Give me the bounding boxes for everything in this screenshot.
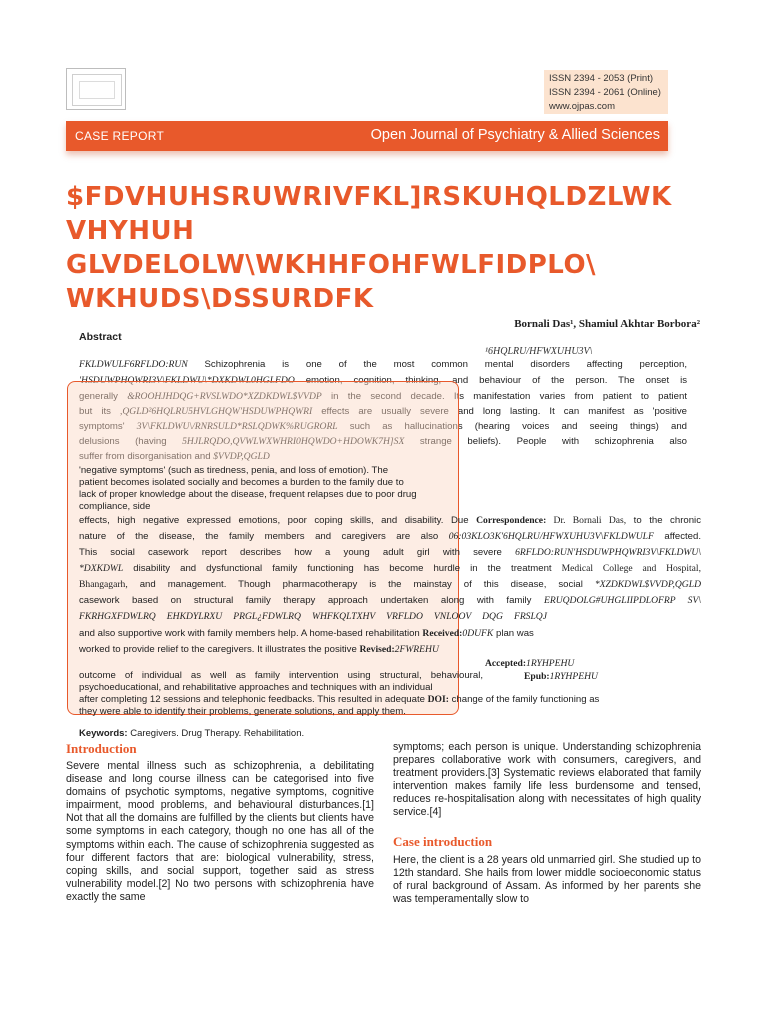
journal-logo	[66, 68, 126, 110]
introduction-text: Severe mental illness such as schizophrenia, a debilitating disease and long course illness can be categorised into five domains of psychotic symptoms, negative symptoms, cognitive impairment, mood problems, and behavioural disturbances.[1] Not that all the domains are fulfilled by the clients but clients have some symptoms in each category, though no one has all of the symptoms within each. The cause of schizophrenia suggested as four different factors that are: biological vulnerability, stress, coping skills, and social support, together said as stress vulnerability model.[2] No two persons with schizophrenia have exactly the same	[66, 760, 374, 903]
abstract-line: generally &ROOHJHDQG+RVSLWDO*XZDKDWL$VVDP in the second decade. Its manifestation varies from patient to patient	[79, 391, 687, 402]
case-introduction-heading: Case introduction	[393, 834, 493, 849]
overlay-line: 'negative symptoms' (such as tiredness, penia, and loss of emotion). The	[79, 465, 389, 476]
revised-label: Revised:	[359, 644, 395, 655]
abstract-line: FKRHGXFDWLRQ EHKDYLRXU PRGL¿FDWLRQ WHFKQLTXHV VRFLDO VNLOOV DQG FRSLQJ	[79, 611, 547, 622]
overlay-line: compliance, side	[79, 501, 151, 512]
abstract-line: they were able to identify their problems, generate solutions, and apply them.	[79, 706, 406, 717]
abstract-line: worked to provide relief to the caregivers. It illustrates the positive Revised:2FWREHU	[79, 644, 439, 655]
overlay-line: lack of proper knowledge about the disease, frequent relapses due to poor drug	[79, 489, 417, 500]
issn-print: ISSN 2394 - 2053 (Print)	[549, 73, 654, 84]
affiliation: ¹6HQLRU/HFWXUHU3V\	[485, 346, 593, 357]
title-line: WKHUDS\DSSURDFK	[66, 284, 374, 314]
abstract-line: suffer from disorganisation and $VVDP,QGLD	[79, 451, 270, 462]
overlay-line: patient becomes isolated socially and becomes a burden to the family due to	[79, 477, 404, 488]
keywords: Keywords: Caregivers. Drug Therapy. Rehabilitation.	[79, 728, 305, 739]
title-line: VHYHUH	[66, 216, 195, 246]
abstract-line: but its ,QGLD²6HQLRU5HVLGHQW'HSDUWPHQWRI effects are usually severe and long lasting. It can manifest as 'positive	[79, 406, 687, 417]
correspondence-label: Correspondence:	[476, 515, 547, 526]
abstract-line: casework based on structural family therapy approach undertaken along with family ERUQDOLG#UHGLIIPDLOFRP SV\	[79, 595, 701, 606]
authors: Bornali Das¹, Shamiul Akhtar Borbora²	[514, 318, 700, 330]
journal-url[interactable]: www.ojpas.com	[549, 101, 615, 112]
abstract-line: 'HSDUWPHQWRI3V\FKLDWU\*DXKDWL0HGLFDO emotion, cognition, thinking, and behaviour of the person. The onset is	[79, 375, 687, 386]
title-line: GLVDELOLW\WKHHFOHFWLFIDPLO\	[66, 250, 597, 280]
abstract-line: nature of the disease, the family members and caregivers are also 06:03KLO3K'6HQLRU/HFWXUHU3V\FKLDWULF affected.	[79, 531, 701, 542]
received-label: Received:	[422, 628, 463, 639]
keywords-label: Keywords:	[79, 728, 128, 739]
abstract-line: and also supportive work with family members help. A home-based rehabilitation Received:0DUFK plan was	[79, 628, 534, 639]
doi-label: DOI:	[427, 694, 449, 705]
abstract-line: effects, high negative expressed emotions, poor coping skills, and disability. Due Correspondence: Dr. Bornali Das, to the chronic	[79, 515, 701, 526]
accepted-date: Accepted:1RYHPEHU	[485, 658, 575, 669]
journal-banner	[66, 121, 668, 151]
abstract-heading: Abstract	[79, 331, 122, 343]
abstract-line: Bhangagarh, and management. Though pharmacotherapy is the mainstay of this disease, social *XZDKDWL$VVDP,QGLD	[79, 579, 701, 590]
abstract-line: symptoms' 3V\FKLDWU\/RNRSULD*RSLQDWK%RUGRORL such as hallucinations (hearing voices and seeing things) and	[79, 421, 687, 432]
abstract-line: delusions (having 5HJLRQDO,QVWLWXWHRI0HQWDO+HDOWK7H]SX strange beliefs). People with schizophrenia also	[79, 436, 687, 447]
abstract-line: psychoeducational, and rehabilitative approaches and techniques with an individual	[79, 682, 433, 693]
article-title	[66, 180, 706, 316]
abstract-line: outcome of individual as well as family intervention using structural, behavioural,	[79, 670, 483, 681]
case-introduction-text: Here, the client is a 28 years old unmarried girl. She studied up to 12th standard. She hails from lower middle socioeconomic status of rural background of Assam. As informed by her parents she was temperamentally slow to	[393, 854, 701, 906]
introduction-heading: Introduction	[66, 741, 137, 756]
epub-date: Epub:1RYHPEHU	[524, 671, 598, 682]
abstract-line: FKLDWULF6RFLDO:RUN Schizophrenia is one of the most common mental disorders affecting perception,	[79, 359, 687, 370]
article-type: CASE REPORT	[75, 129, 165, 143]
abstract-line: This social casework report describes how a young adult girl with severe 6RFLDO:RUN'HSDUWPHQWRI3V\FKLDWU\	[79, 547, 701, 558]
abstract-line: *DXKDWL disability and dysfunctional family functioning has become hurdle in the treatment Medical College and Hospital,	[79, 563, 701, 574]
title-line: $FDVHUHSRUWRIVFKL]RSKUHQLDZLWK	[66, 182, 672, 212]
journal-name: Open Journal of Psychiatry & Allied Sciences	[370, 127, 660, 143]
abstract-line: after completing 12 sessions and telephonic feedbacks. This resulted in adequate DOI: change of the family functioning as	[79, 694, 600, 705]
issn-box	[544, 70, 668, 114]
right-column-text: symptoms; each person is unique. Understanding schizophrenia prepares collaborative work with consumers, caregivers, and treatment providers.[3] Systematic reviews elaborated that family intervention makes family life less burdensome and tensed, reduces re-hospitalisation along with necessitates of high quality service.[4]	[393, 741, 701, 819]
issn-online: ISSN 2394 - 2061 (Online)	[549, 87, 661, 98]
